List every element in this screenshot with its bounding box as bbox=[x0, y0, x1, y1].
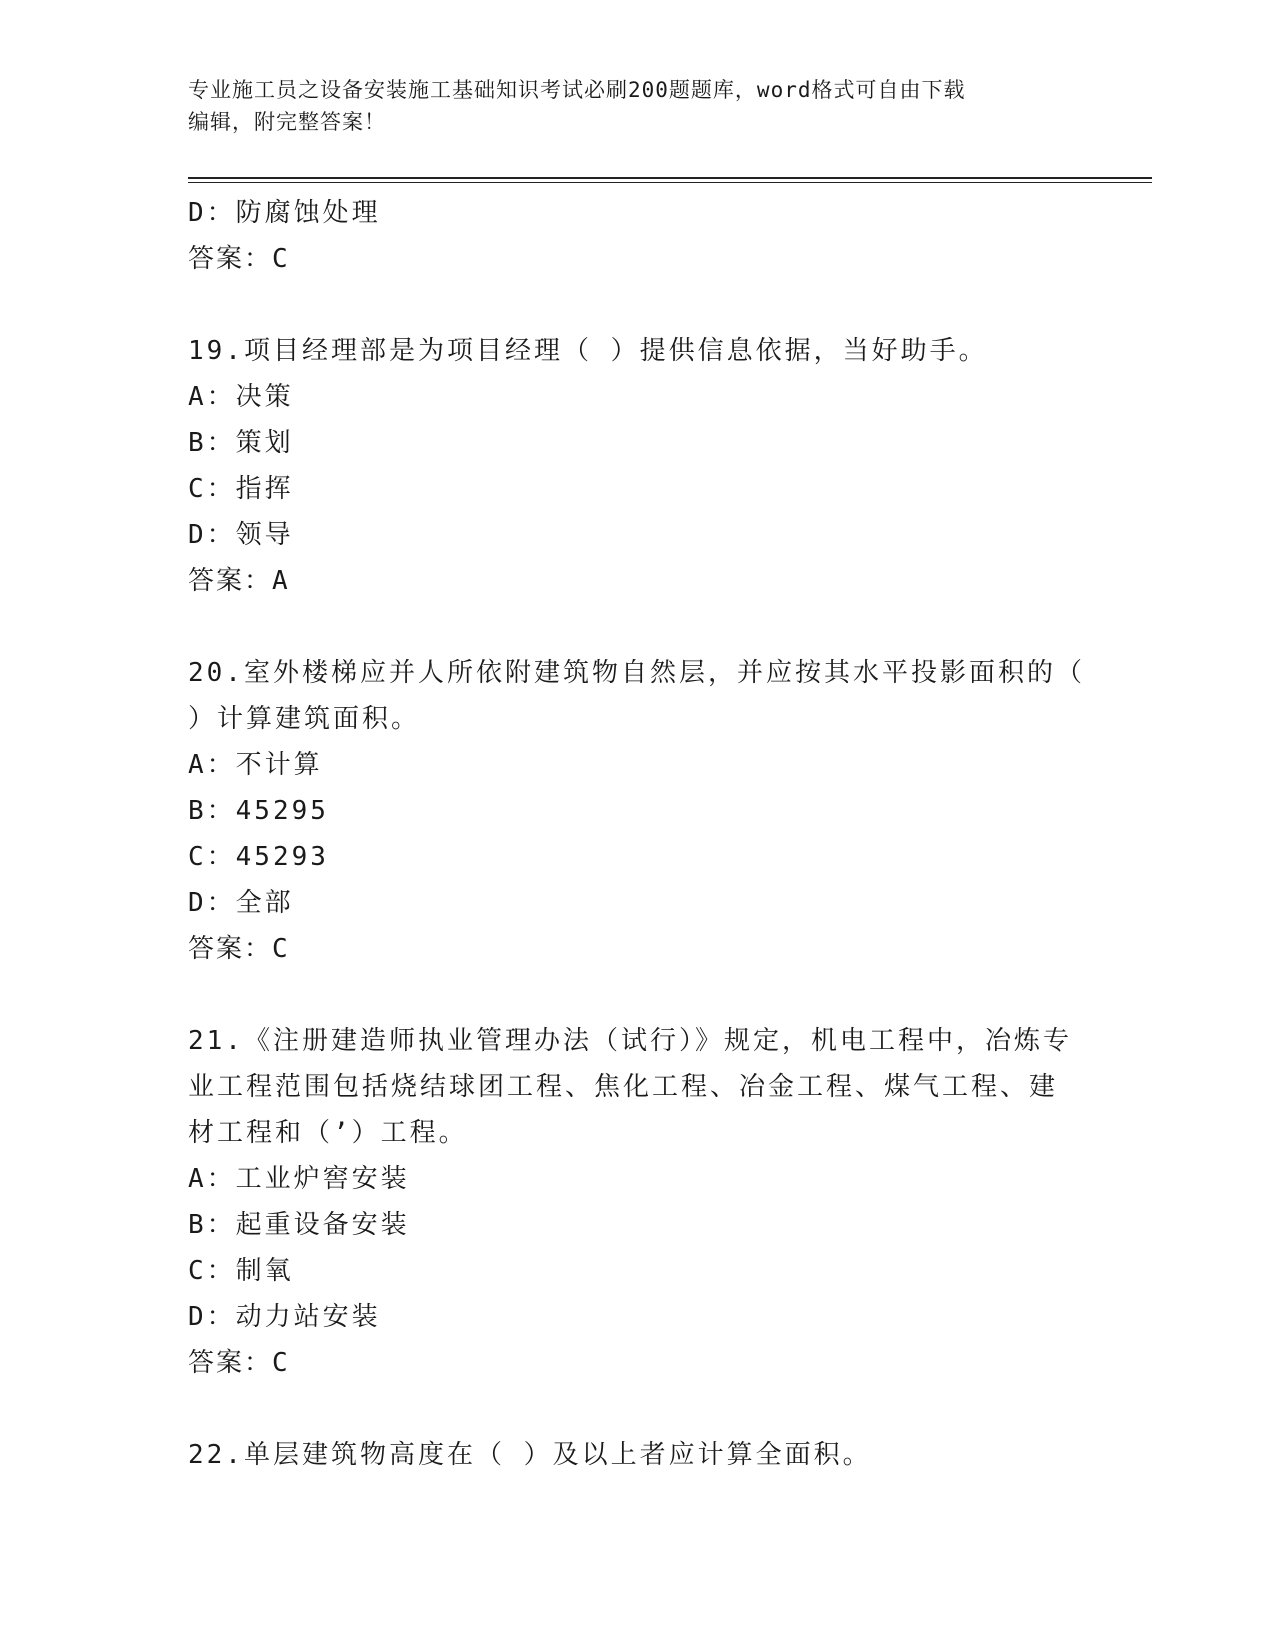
carryover-answer: 答案：C bbox=[188, 244, 290, 274]
option-c: C：制氧 bbox=[188, 1256, 294, 1286]
option-b: B：45295 bbox=[188, 796, 329, 826]
question-text-line-2: 业工程范围包括烧结球团工程、焦化工程、冶金工程、煤气工程、建 bbox=[188, 1072, 1059, 1102]
option-a: A：工业炉窖安装 bbox=[188, 1164, 410, 1194]
answer: 答案：C bbox=[188, 934, 290, 964]
question-text-line-1: 21.《注册建造师执业管理办法（试行）》规定，机电工程中，冶炼专 bbox=[188, 1026, 1072, 1056]
option-a: A：决策 bbox=[188, 382, 294, 412]
option-c: C：指挥 bbox=[188, 474, 294, 504]
question-21 bbox=[188, 1018, 1088, 1386]
question-19 bbox=[188, 328, 1088, 604]
option-a: A：不计算 bbox=[188, 750, 323, 780]
question-text-line-3: 材工程和（’）工程。 bbox=[188, 1118, 468, 1148]
header-line-2: 编辑，附完整答案！ bbox=[188, 110, 386, 134]
header-line-1: 专业施工员之设备安装施工基础知识考试必刷200题题库，word格式可自由下载 bbox=[188, 78, 966, 102]
header-divider-thin bbox=[188, 182, 1152, 183]
question-list bbox=[188, 190, 1088, 1478]
option-d: D：领导 bbox=[188, 520, 294, 550]
question-text-line-1: 20.室外楼梯应并人所依附建筑物自然层，并应按其水平投影面积的（ bbox=[188, 658, 1085, 688]
option-b: B：策划 bbox=[188, 428, 294, 458]
option-d: D：动力站安装 bbox=[188, 1302, 381, 1332]
question-text: 22.单层建筑物高度在（ ）及以上者应计算全面积。 bbox=[188, 1440, 872, 1470]
question-text: 19.项目经理部是为项目经理（ ）提供信息依据，当好助手。 bbox=[188, 336, 988, 366]
question-22 bbox=[188, 1432, 1088, 1478]
document-header bbox=[188, 74, 1088, 138]
answer: 答案：A bbox=[188, 566, 290, 596]
carryover-option-d: D：防腐蚀处理 bbox=[188, 198, 381, 228]
option-d: D：全部 bbox=[188, 888, 294, 918]
question-20 bbox=[188, 650, 1088, 972]
option-c: C：45293 bbox=[188, 842, 329, 872]
answer: 答案：C bbox=[188, 1348, 290, 1378]
question-text-line-2: ）计算建筑面积。 bbox=[188, 704, 421, 734]
option-b: B：起重设备安装 bbox=[188, 1210, 410, 1240]
header-divider-thick bbox=[188, 177, 1152, 179]
